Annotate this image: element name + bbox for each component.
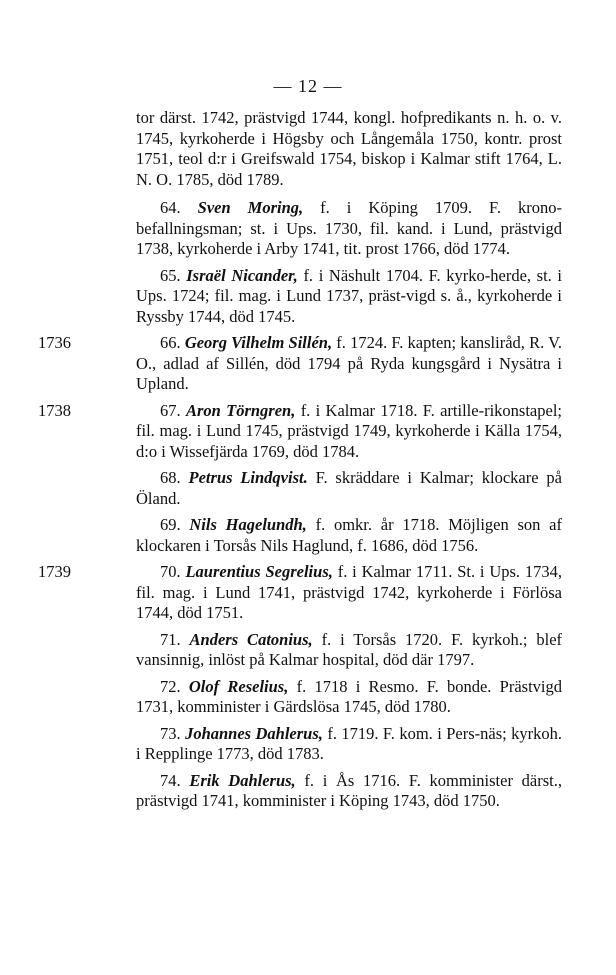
entry-text: f. 1719. F. kom. i Pers-näs; kyrkoh. i Repplinge 1773, död 1783. xyxy=(136,723,563,763)
entry-number: 67. xyxy=(160,400,181,420)
margin-year: 1738 xyxy=(38,400,71,420)
entry-text: F. skräddare i Kalmar; klockare på Öland. xyxy=(136,468,562,508)
entry-name: Laurentius Segrelius, xyxy=(185,562,333,581)
entry-number: 65. xyxy=(160,265,181,285)
entry-64 xyxy=(136,198,562,260)
entry-69 xyxy=(136,515,562,556)
entry-text: f. 1724. F. kapten; kansliråd, R. V. O., adlad af Sillén, död 1794 på Ryda kungsgård i Nysätra i Upland. xyxy=(136,333,562,393)
entry-text: f. i Kalmar 1718. F. artille-rikonstapel; fil. mag. i Lund 1745, prästvigd 1749, kyrkoherde i Källa 1754, d:o i Wissefjärda 1769, död 1784. xyxy=(136,400,562,461)
entry-number: 68. xyxy=(160,468,181,487)
margin-year: 1739 xyxy=(38,562,71,581)
entry-name: Erik Dahlerus, xyxy=(189,770,296,790)
entry-text: f. i Torsås 1720. F. kyrkoh.; blef vansinnig, inlöst på Kalmar hospital, död där 1797. xyxy=(136,629,563,669)
entry-text: f. i Köping 1709. F. krono-befallningsman; st. i Ups. 1730, fil. kand. i Lund, prästvigd 1738, kyrkoherde i Arby 1741, tit. prost 1766, död 1774. xyxy=(136,198,563,258)
entry-text: f. 1718 i Resmo. F. bonde. Prästvigd 1731, komminister i Gärdslösa 1745, död 1780. xyxy=(136,676,562,716)
entry-number: 66. xyxy=(160,333,181,352)
entry-text: f. i Ås 1716. F. komminister därst., prästvigd 1741, komminister i Köping 1743, död 1750. xyxy=(136,770,562,810)
entry-name: Israël Nicander, xyxy=(186,265,298,285)
entry-74 xyxy=(136,771,562,812)
entry-73 xyxy=(136,724,562,765)
entry-67 xyxy=(38,400,562,463)
page-body xyxy=(38,108,563,818)
entry-70 xyxy=(38,562,562,624)
entry-name: Petrus Lindqvist. xyxy=(188,468,308,487)
margin-year: 1736 xyxy=(38,333,71,352)
entry-text: f. i Kalmar 1711. St. i Ups. 1734, fil. mag. i Lund 1741, prästvigd 1742, kyrkoherde i Förlösa 1744, död 1751. xyxy=(136,562,562,622)
entry-name: Johannes Dahlerus, xyxy=(185,723,323,743)
entry-text: f. i Näshult 1704. F. kyrko-herde, st. i Ups. 1724; fil. mag. i Lund 1737, präst-vigd s. å., kyrkoherde i Ryssby 1744, död 1745. xyxy=(136,265,563,326)
entry-number: 69. xyxy=(160,515,181,534)
entry-66 xyxy=(38,333,562,395)
entry-name: Olof Reselius, xyxy=(188,676,289,696)
entry-name: Aron Törngren, xyxy=(185,400,296,420)
page-number: — 12 — xyxy=(273,76,343,96)
entry-71 xyxy=(136,630,562,671)
entry-68 xyxy=(136,468,562,509)
entry-name: Anders Catonius, xyxy=(189,629,313,649)
entry-name: Nils Hagelundh, xyxy=(189,515,307,534)
entry-text: f. omkr. år 1718. Möjligen son af klockaren i Torsås Nils Haglund, f. 1686, död 1756. xyxy=(136,515,563,555)
entry-number: 72. xyxy=(160,676,181,696)
entry-name: Georg Vilhelm Sillén, xyxy=(184,333,333,352)
entry-number: 73. xyxy=(160,723,181,743)
entry-72 xyxy=(136,677,562,718)
entry-number: 71. xyxy=(160,629,181,649)
entry-number: 74. xyxy=(160,770,181,790)
intro-paragraph: tor därst. 1742, prästvigd 1744, kongl. hofpredikants n. h. o. v. 1745, kyrkoherde i Högsby och Långemåla 1750, kontr. prost 1751, teol d:r i Greifswald 1754, biskop i Kalmar stift 1764, L. N. O. 1785, död 1789. xyxy=(136,108,562,189)
entry-number: 64. xyxy=(160,198,181,217)
entry-name: Sven Moring, xyxy=(197,198,304,217)
entry-number: 70. xyxy=(160,562,181,581)
entry-65 xyxy=(136,266,562,328)
